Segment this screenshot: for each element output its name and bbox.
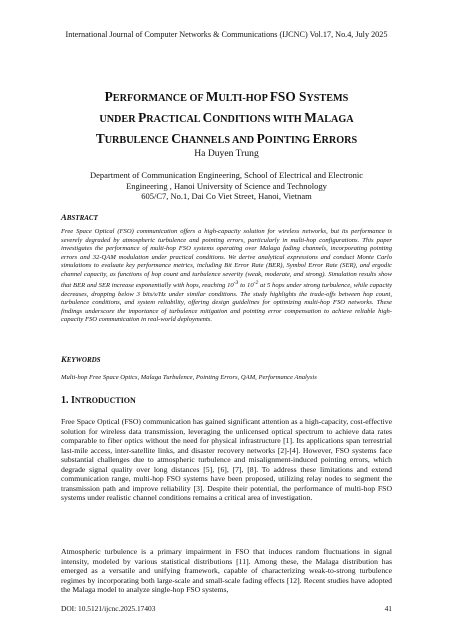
intro-paragraph-1: Free Space Optical (FSO) communication has gained significant attention as a high-capacity, cost-effective solution for wireless data transmission, leveraging the unlicensed optical spectrum to achieve data rates comparable to fiber optics without the need for physical infrastructure [1]. Its applications span terrestrial last-mile access, inter-satellite links, and disaster recovery networks [2]-[4]. However, FSO systems face substantial challenges due to atmospheric turbulence and misalignment-induced pointing errors, which degrade signal quality over long distances [5], [6], [7], [8]. To address these limitations and extend communication range, multi-hop FSO systems have been proposed, utilizing relay nodes to segment the transmission path and improve reliability [3]. Despite their potential, the performance of multi-hop FSO systems under realistic channel conditions remains a critical area of investigation. [61, 417, 392, 503]
abstract-text: Free Space Optical (FSO) communication offers a high-capacity solution for wireless networks, but its performance is severely degraded by atmospheric turbulence and pointing errors, particularly in multi-hop configurations. This paper investigates the performance of multi-hop FSO systems operating over Malaga fading channels, incorporating pointing errors and 32-QAM modulation under practical conditions. We derive analytical expressions and conduct Monte Carlo simulations to evaluate key performance metrics, including Bit Error Rate (BER), Symbol Error Rate (SER), and ergodic channel capacity, as functions of hop count and turbulence severity (weak, moderate, and strong). Simulation results show that BER and SER increase exponentially with hops, reaching $10^{-3}$ to $10^{-2}$ at 5 hops under strong turbulence, while capacity decreases, dropping below 3 bits/s/Hz under similar conditions. The study highlights the trade-offs between hop count, turbulence conditions, and system reliability, offering design guidelines for optimizing multi-hop FSO networks. These findings underscore the importance of turbulence mitigation and pointing error compensation to achieve reliable high-capacity FSO communication in real-world deployments. [61, 228, 392, 324]
affiliation-line-3: 605/C7, No.1, Dai Co Viet Street, Hanoi, Vietnam [141, 191, 312, 202]
affiliation-line-1: Department of Communication Engineering, School of Electrical and Electronic [89, 170, 364, 180]
page-number: 41 [384, 604, 392, 613]
paper-title [0, 87, 453, 150]
abstract-heading: ABSTRACT [61, 212, 98, 222]
title-line-3: TURBULENCE CHANNELS AND POINTING ERRORS [95, 131, 358, 146]
introduction-heading: 1. INTRODUCTION [61, 395, 136, 406]
affiliation [0, 170, 453, 202]
intro-paragraph-2: Atmospheric turbulence is a primary impairment in FSO that induces random fluctuations in signal intensity, modeled by various statistical distributions [11]. Among these, the Malaga distribution has emerged as a versatile and unifying framework, capable of characterizing weak-to-strong turbulence regimes by incorporating both large-scale and small-scale fading effects [12]. Recent studies have adopted the Malaga model to analyze single-hop FSO systems, [61, 547, 392, 595]
keywords-heading: KEYWORDS [61, 354, 101, 364]
doi-link[interactable]: DOI: 10.5121/ijcnc.2025.17403 [61, 604, 156, 613]
affiliation-line-2: Engineering , Hanoi University of Science and Technology [126, 180, 327, 191]
author-name: Ha Duyen Trung [194, 148, 259, 159]
keywords-text: Multi-hop Free Space Optics, Malaga Turbulence, Pointing Errors, QAM, Performance Analysis [61, 374, 317, 381]
title-line-1: PERFORMANCE OF MULTI-HOP FSO SYSTEMS [104, 89, 349, 104]
title-line-2: UNDER PRACTICAL CONDITIONS WITH MALAGA [99, 110, 354, 125]
journal-header: International Journal of Computer Networks & Communications (IJCNC) Vol.17, No.4, July 2025 [65, 30, 388, 39]
